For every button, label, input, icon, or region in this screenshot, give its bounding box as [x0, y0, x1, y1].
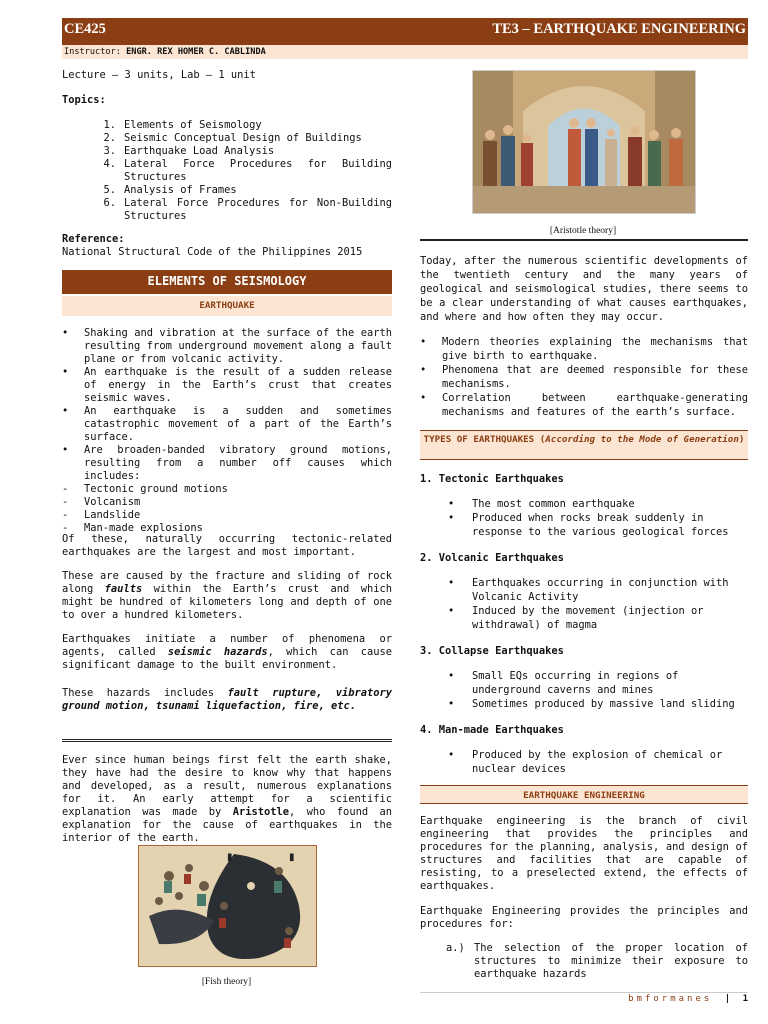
topic-item [62, 158, 392, 184]
eq-type-bullets [420, 669, 748, 711]
catfish-illustration [139, 846, 316, 966]
topic-text: Analysis of Frames [124, 184, 237, 196]
eq-definition-item: • An earthquake is the result of a sudden release of energy in the Earth’s crust that creates seismic waves. [62, 366, 392, 405]
course-title: TE3 – EARTHQUAKE ENGINEERING [492, 21, 746, 37]
svg-text:▮: ▮ [227, 852, 233, 863]
topic-number: 6. [103, 197, 116, 209]
types-list [420, 472, 748, 788]
faults-para: These are caused by the fracture and sliding of rock along faults within the Earth’s crust and which might be hundred of kilometers long and depth of one to over a hundred kilometers. [62, 570, 392, 621]
topic-number: 2. [103, 132, 116, 144]
item-a-label: a.) [446, 942, 465, 954]
eq-engineering-item-a [446, 942, 748, 981]
earthquake-definitions [62, 327, 392, 535]
aristotle-theory-image [472, 70, 696, 214]
aristotle-theory-caption: [Aristotle theory] [549, 226, 617, 236]
modern-bullet-item: • Modern theories explaining the mechanisms that give birth to earthquake. [420, 335, 748, 363]
eq-type-title: 4. Man-made Earthquakes [420, 724, 564, 736]
topic-number: 3. [103, 145, 116, 157]
eq-engineering-heading: EARTHQUAKE ENGINEERING [420, 785, 748, 804]
topic-item [62, 119, 392, 132]
course-code: CE425 [64, 21, 106, 37]
topic-item [62, 197, 392, 223]
eq-type-title: 1. Tectonic Earthquakes [420, 473, 564, 485]
topic-text: Elements of Seismology [124, 119, 262, 131]
school-of-athens-painting [473, 71, 695, 213]
topics-block [62, 94, 392, 107]
eq-type-title: 2. Volcanic Earthquakes [420, 552, 564, 564]
hazards-para: Earthquakes initiate a number of phenomena or agents, called seismic hazards, which can cause significant damage to the built environment. [62, 633, 392, 671]
item-a-text: The selection of the proper location of structures to minimize their exposure to earthquake hazards [474, 942, 748, 980]
elements-section-title: ELEMENTS OF SEISMOLOGY [62, 270, 392, 296]
eq-type-bullets [420, 576, 748, 632]
eq-type-bullets [420, 497, 748, 539]
eq-definition-item: • Are broaden-banded vibratory ground motions, resulting from a number off causes which includes: [62, 444, 392, 483]
eq-type [420, 472, 748, 539]
eq-type-bullet: • Sometimes produced by massive land sliding [420, 697, 748, 711]
eq-type-bullet: • Produced by the explosion of chemical or nuclear devices [420, 748, 748, 776]
eq-cause-item: - Man-made explosions [62, 522, 392, 535]
fish-theory-image [138, 845, 317, 967]
eq-type-bullets [420, 748, 748, 776]
eq-type [420, 551, 748, 632]
modern-para: Today, after the numerous scientific developments of the twentieth century and the many years of geological and seismological studies, there seems to be a clear understanding of what causes earthquakes, and where and how often they may occur. [420, 255, 748, 323]
hazards-list-para: These hazards includes fault rupture, vibratory ground motion, tsunami liquefaction, fire, etc. [62, 687, 392, 712]
eq-engineering-para1: Earthquake engineering is the branch of civil engineering that provides the principles and procedures for the planning, analysis, and design of structures and facilities that are capable of resisting, to a preselected extend, the effects of earthquakes. [420, 815, 748, 892]
instructor-bar [62, 45, 748, 59]
page-number: 1 [742, 994, 748, 1004]
eq-type-title: 3. Collapse Earthquakes [420, 645, 564, 657]
footer-separator: | [724, 994, 731, 1004]
eq-type-bullet: • The most common earthquake [420, 497, 748, 511]
eq-type-bullet: • Small EQs occurring in regions of underground caverns and mines [420, 669, 748, 697]
svg-text:▮: ▮ [289, 852, 295, 863]
footer-rule [420, 992, 748, 993]
topics-list [62, 119, 392, 223]
eq-type-bullet: • Earthquakes occurring in conjunction with Volcanic Activity [420, 576, 748, 604]
page-header [62, 18, 748, 46]
tectonic-para: Of these, naturally occurring tectonic-related earthquakes are the largest and most important. [62, 533, 392, 558]
hazards-list: fault rupture, vibratory ground motion, tsunami liquefaction, fire, etc. [62, 687, 392, 712]
eq-cause-item: - Volcanism [62, 496, 392, 509]
eq-type [420, 644, 748, 711]
eq-cause-item: - Landslide [62, 509, 392, 522]
reference-text: National Structural Code of the Philippines 2015 [62, 246, 363, 258]
topic-item [62, 184, 392, 197]
eq-definition-item: • Shaking and vibration at the surface of the earth resulting from underground movement along a fault plane or from volcanic activity. [62, 327, 392, 366]
eq-type-bullet: • Produced when rocks break suddenly in response to the various geological forces [420, 511, 748, 539]
page-footer [628, 994, 748, 1004]
topic-item [62, 145, 392, 158]
reference-block [62, 233, 392, 259]
earthquake-subtitle: EARTHQUAKE [62, 296, 392, 316]
fish-theory-caption: [Fish theory] [201, 977, 252, 987]
topic-number: 4. [103, 158, 116, 170]
modern-bullets [420, 335, 748, 419]
topic-text: Earthquake Load Analysis [124, 145, 275, 157]
instructor-name: ENGR. REX HOMER C. CABLINDA [126, 47, 266, 57]
modern-bullet-item: • Phenomena that are deemed responsible for these mechanisms. [420, 363, 748, 391]
topic-number: 1. [103, 119, 116, 131]
eq-cause-item: - Tectonic ground motions [62, 483, 392, 496]
topics-heading: Topics: [62, 94, 106, 106]
eq-engineering-para2: Earthquake Engineering provides the principles and procedures for: [420, 905, 748, 930]
right-divider [420, 239, 748, 241]
topic-text: Lateral Force Procedures for Non-Building Structures [124, 197, 392, 222]
history-para: Ever since human beings first felt the earth shake, they have had the desire to know why that happens and developed, as a result, numerous explanations for it. An early attempt for a scientific explanation was made by Aristotle, who found an explanation for the cause of earthquakes in the interior of the earth. [62, 754, 392, 844]
left-divider [62, 739, 392, 742]
seismic-hazards-term: seismic hazards [167, 646, 268, 658]
faults-term: faults [104, 583, 143, 595]
modern-bullet-item: • Correlation between earthquake-generating mechanisms and features of the earth’s surface. [420, 391, 748, 419]
topic-number: 5. [103, 184, 116, 196]
topic-text: Seismic Conceptual Design of Buildings [124, 132, 362, 144]
eq-definition-item: • An earthquake is a sudden and sometimes catastrophic movement of a part of the Earth’s surface. [62, 405, 392, 444]
types-heading: TYPES OF EARTHQUAKES (According to the Mode of Generation) [420, 430, 748, 460]
topic-item [62, 132, 392, 145]
eq-type [420, 723, 748, 776]
reference-heading: Reference: [62, 233, 125, 245]
footer-brand: bmformanes [628, 994, 713, 1004]
aristotle-term: Aristotle [232, 806, 289, 818]
instructor-label: Instructor: [64, 47, 127, 57]
topic-text: Lateral Force Procedures for Building Structures [124, 158, 392, 183]
units-line: Lecture – 3 units, Lab – 1 unit [62, 69, 256, 81]
eq-type-bullet: • Induced by the movement (injection or withdrawal) of magma [420, 604, 748, 632]
